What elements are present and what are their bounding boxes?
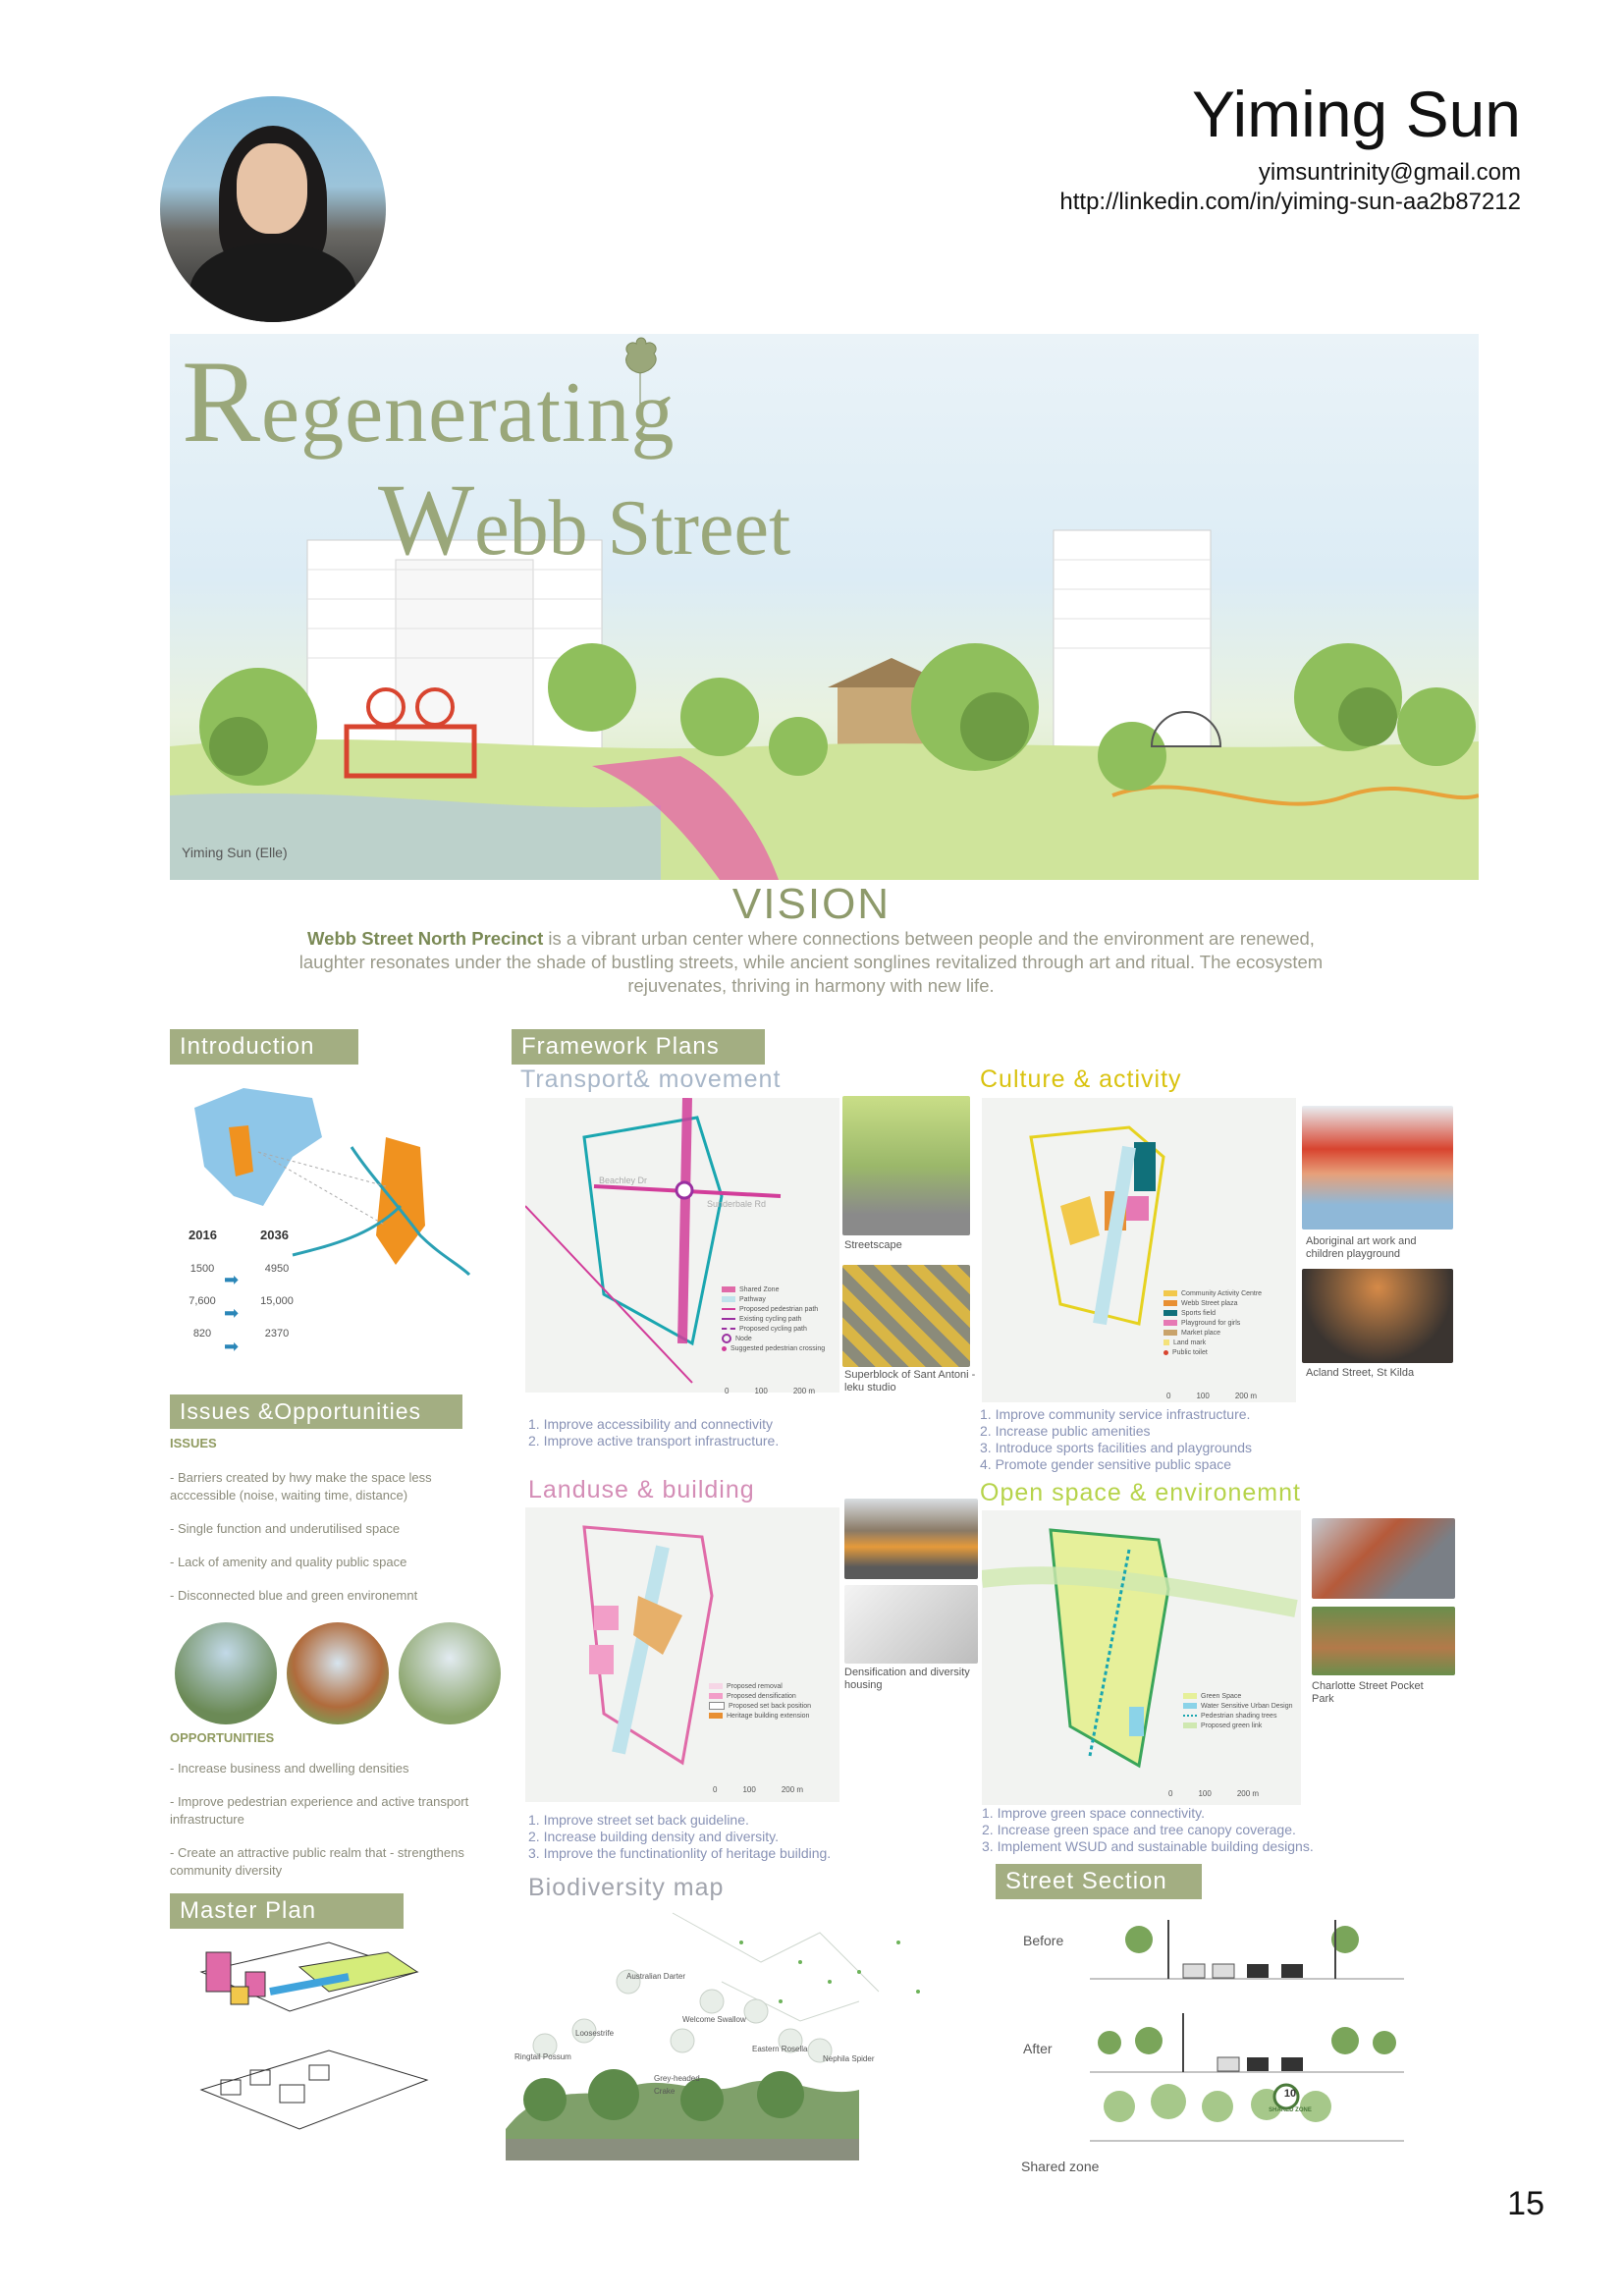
page-number: 15	[1507, 2185, 1544, 2222]
legend-label: Existing cycling path	[739, 1315, 802, 1323]
legend-label: Water Sensitive Urban Design	[1201, 1702, 1293, 1710]
transport-scale-bar	[725, 1385, 815, 1397]
jobs-2036: 15,000	[260, 1295, 294, 1307]
issues-tag: Issues &Opportunities	[170, 1394, 462, 1429]
housing-photo	[844, 1499, 978, 1579]
legend-item	[1163, 1347, 1262, 1357]
legend-item	[709, 1701, 811, 1711]
streetscape-photo	[842, 1096, 970, 1235]
introduction-tag: Introduction	[170, 1029, 358, 1065]
culture-note: 4. Promote gender sensitive public space	[980, 1456, 1232, 1472]
superblock-photo	[842, 1265, 970, 1367]
aboriginal-art-photo	[1302, 1106, 1453, 1230]
acland-street-caption: Acland Street, St Kilda	[1306, 1367, 1415, 1379]
legend-label: Public toilet	[1172, 1348, 1208, 1356]
arrow-right-icon: ➡	[224, 1303, 240, 1323]
street-label: Beachley Dr	[599, 1175, 648, 1185]
legend-item	[1183, 1701, 1293, 1711]
section-label-after: After	[1023, 2041, 1053, 2056]
legend-label: Sports field	[1181, 1309, 1217, 1317]
species-label: Loosestrife	[575, 2029, 615, 2038]
landuse-map	[525, 1507, 839, 1802]
openspace-note: 3. Implement WSUD and sustainable building designs.	[982, 1838, 1314, 1854]
legend-item	[1163, 1288, 1262, 1298]
culture-note: 2. Increase public amenities	[980, 1423, 1151, 1439]
avatar-coat	[189, 244, 356, 322]
species-label: Grey-headed Crake	[654, 2074, 700, 2096]
title-initial-w: W	[378, 464, 475, 576]
title-word-webb-street: ebb Street	[474, 485, 791, 572]
openspace-note: 2. Increase green space and tree canopy coverage.	[982, 1822, 1296, 1837]
section-label-before: Before	[1023, 1933, 1064, 1948]
acland-street-photo	[1302, 1269, 1453, 1363]
issue-photo-shops	[287, 1622, 389, 1724]
scale-label: 100	[754, 1387, 768, 1395]
street-label: Sunderbale Rd	[707, 1199, 767, 1209]
scale-label: 200 m	[1236, 1789, 1260, 1798]
section-label-shared-zone: Shared zone	[1021, 2159, 1100, 2174]
population-2016: 1500	[189, 1263, 215, 1275]
openspace-plan-drawing	[982, 1510, 1301, 1805]
openspace-map	[982, 1510, 1301, 1805]
legend-label: Suggested pedestrian crossing	[730, 1344, 826, 1352]
year-2036: 2036	[260, 1228, 289, 1242]
legend-label: Proposed densification	[727, 1692, 796, 1700]
issue-item: - Disconnected blue and green environemnt	[170, 1588, 418, 1603]
hero-credit: Yiming Sun (Elle)	[182, 845, 288, 860]
stats-2036	[258, 1247, 376, 1340]
culture-scale-bar	[1166, 1390, 1257, 1402]
legend-label: Land mark	[1173, 1339, 1207, 1346]
legend-label: Pedestrian shading trees	[1201, 1712, 1277, 1720]
species-label: Welcome Swallow	[682, 2015, 746, 2024]
legend-item	[709, 1681, 811, 1691]
year-2016: 2016	[189, 1228, 217, 1242]
openspace-legend	[1183, 1691, 1293, 1730]
culture-note: 1. Improve community service infrastructure.	[980, 1406, 1251, 1422]
scale-label: 100	[1198, 1789, 1212, 1798]
species-label: Ringtail Possum	[514, 2052, 571, 2061]
jobs-2016: 7,600	[189, 1295, 216, 1307]
legend-item	[722, 1324, 825, 1334]
legend-item	[1163, 1328, 1262, 1338]
opportunity-item: - Create an attractive public realm that - strengthens community diversity	[170, 1845, 464, 1878]
species-label: Nephila Spider	[823, 2054, 875, 2063]
aerial-photo	[1312, 1518, 1455, 1599]
legend-item	[722, 1334, 825, 1343]
culture-title: Culture & activity	[980, 1066, 1182, 1093]
master-plan-axonometric	[191, 1933, 447, 2149]
author-linkedin-link[interactable]: http://linkedin.com/in/yiming-sun-aa2b87212	[1059, 189, 1521, 215]
shared-zone-sign-text: SHARED ZONE	[1269, 2107, 1312, 2113]
legend-label: Proposed pedestrian path	[739, 1305, 819, 1313]
legend-item	[722, 1343, 825, 1353]
openspace-notes	[982, 1805, 1314, 1855]
legend-label: Proposed removal	[727, 1682, 783, 1690]
hero-title-line1	[182, 334, 675, 469]
landuse-note: 3. Improve the functinationlity of heritage building.	[528, 1845, 832, 1861]
legend-label: Webb Street plaza	[1181, 1299, 1238, 1307]
densification-render	[844, 1585, 978, 1664]
profile-avatar	[160, 96, 386, 322]
arrow-right-icon: ➡	[224, 1270, 240, 1289]
superblock-caption: Superblock of Sant Antoni - leku studio	[844, 1369, 976, 1394]
issue-item: - Lack of amenity and quality public space	[170, 1555, 407, 1569]
scale-label: 0	[1168, 1789, 1173, 1798]
aboriginal-art-caption: Aboriginal art work and children playground	[1306, 1235, 1417, 1260]
legend-item	[1183, 1711, 1293, 1721]
legend-item	[722, 1314, 825, 1324]
issue-photo-trees	[175, 1622, 277, 1724]
author-name: Yiming Sun	[1191, 78, 1521, 150]
legend-label: Pathway	[739, 1295, 766, 1303]
culture-notes	[980, 1406, 1252, 1473]
culture-legend	[1163, 1288, 1262, 1357]
scale-label: 200 m	[792, 1387, 816, 1395]
culture-note: 3. Introduce sports facilities and playgrounds	[980, 1440, 1253, 1455]
arrow-icons	[224, 1263, 239, 1363]
scale-label: 100	[1196, 1392, 1210, 1400]
legend-label: Node	[735, 1335, 752, 1342]
landuse-notes	[528, 1812, 831, 1862]
openspace-scale-bar	[1168, 1787, 1259, 1800]
issues-list	[170, 1469, 499, 1605]
legend-item	[709, 1711, 811, 1721]
vision-body: is a vibrant urban center where connections between people and the environment are renewed, laughter resonates under the shade of bustling streets, while ancient songlines revitalized through art and ritual. The ecosystem rejuvenates, thriving in harmony with new life.	[298, 928, 1324, 996]
vision-lead: Webb Street North Precinct	[307, 928, 544, 949]
legend-item	[709, 1691, 811, 1701]
title-initial-r: R	[182, 336, 262, 466]
scale-label: 0	[725, 1387, 730, 1395]
transport-note: 2. Improve active transport infrastructure.	[528, 1433, 780, 1449]
scale-label: 0	[1166, 1392, 1171, 1400]
author-email[interactable]: yimsuntrinity@gmail.com	[1258, 159, 1521, 186]
transport-legend	[722, 1285, 825, 1353]
master-plan-tag: Master Plan	[170, 1893, 404, 1929]
transport-notes	[528, 1416, 779, 1449]
densification-caption: Densification and diversity housing	[844, 1667, 970, 1691]
arrow-right-icon: ➡	[224, 1337, 240, 1356]
shared-zone-sign-number: 10	[1283, 2088, 1297, 2100]
opportunities-label: OPPORTUNITIES	[170, 1730, 275, 1745]
scale-label: 200 m	[781, 1785, 804, 1794]
opportunity-item: - Increase business and dwelling densities	[170, 1761, 409, 1776]
legend-item	[1163, 1338, 1262, 1347]
population-2036: 4950	[264, 1263, 290, 1275]
legend-item	[722, 1304, 825, 1314]
scale-label: 100	[742, 1785, 756, 1794]
dwellings-2016: 820	[192, 1328, 212, 1339]
landuse-scale-bar	[713, 1783, 803, 1796]
transport-note: 1. Improve accessibility and connectivity	[528, 1416, 773, 1432]
landuse-plan-drawing	[525, 1507, 839, 1802]
biodiversity-title: Biodiversity map	[528, 1874, 725, 1901]
section-after-drawing	[1090, 2003, 1404, 2077]
issues-label: ISSUES	[170, 1436, 217, 1450]
streetscape-caption: Streetscape	[844, 1239, 902, 1251]
pocket-park-caption: Charlotte Street Pocket Park	[1312, 1680, 1424, 1705]
street-section-tag: Street Section	[996, 1864, 1202, 1899]
legend-label: Community Activity Centre	[1181, 1289, 1263, 1297]
issue-photo-park	[399, 1622, 501, 1724]
openspace-note: 1. Improve green space connectivity.	[982, 1805, 1205, 1821]
scale-label: 0	[713, 1785, 718, 1794]
legend-label: Green Space	[1201, 1692, 1242, 1700]
legend-label: Heritage building extension	[727, 1712, 810, 1720]
avatar-face	[237, 143, 307, 234]
legend-label: Playground for girls	[1181, 1319, 1241, 1327]
hero-title-line2	[378, 462, 790, 578]
legend-item	[722, 1294, 825, 1304]
landuse-note: 2. Increase building density and diversity.	[528, 1829, 779, 1844]
title-word-regenerating: egenerating	[261, 365, 676, 461]
landuse-note: 1. Improve street set back guideline.	[528, 1812, 749, 1828]
legend-label: Shared Zone	[739, 1285, 780, 1293]
scale-label: 200 m	[1234, 1392, 1258, 1400]
issue-item: - Single function and underutilised space	[170, 1521, 401, 1536]
vision-title: VISION	[731, 880, 892, 928]
dwellings-2036: 2370	[264, 1328, 290, 1339]
transport-title: Transport& movement	[520, 1066, 782, 1093]
landuse-legend	[709, 1681, 811, 1721]
species-label: Eastern Rosella	[752, 2045, 808, 2053]
legend-label: Proposed set back position	[729, 1702, 812, 1710]
legend-label: Proposed cycling path	[739, 1325, 807, 1333]
legend-item	[1163, 1298, 1262, 1308]
landuse-title: Landuse & building	[528, 1476, 755, 1503]
legend-item	[1163, 1318, 1262, 1328]
framework-plans-tag: Framework Plans	[512, 1029, 765, 1065]
legend-label: Proposed green link	[1201, 1722, 1263, 1729]
legend-item	[1163, 1308, 1262, 1318]
species-label: Australian Darter	[626, 1972, 686, 1981]
opportunities-list	[170, 1760, 499, 1880]
vision-text	[291, 927, 1331, 998]
section-shared-zone-drawing	[1090, 2067, 1404, 2146]
section-before-drawing	[1090, 1910, 1404, 1984]
openspace-title: Open space & environemnt	[980, 1479, 1301, 1506]
legend-item	[1183, 1691, 1293, 1701]
pocket-park-photo	[1312, 1607, 1455, 1675]
legend-item	[1183, 1721, 1293, 1730]
issue-item: - Barriers created by hwy make the space less acccessible (noise, waiting time, distance)	[170, 1470, 432, 1503]
legend-item	[722, 1285, 825, 1294]
opportunity-item: - Improve pedestrian experience and active transport infrastructure	[170, 1794, 469, 1827]
legend-label: Market place	[1181, 1329, 1221, 1337]
